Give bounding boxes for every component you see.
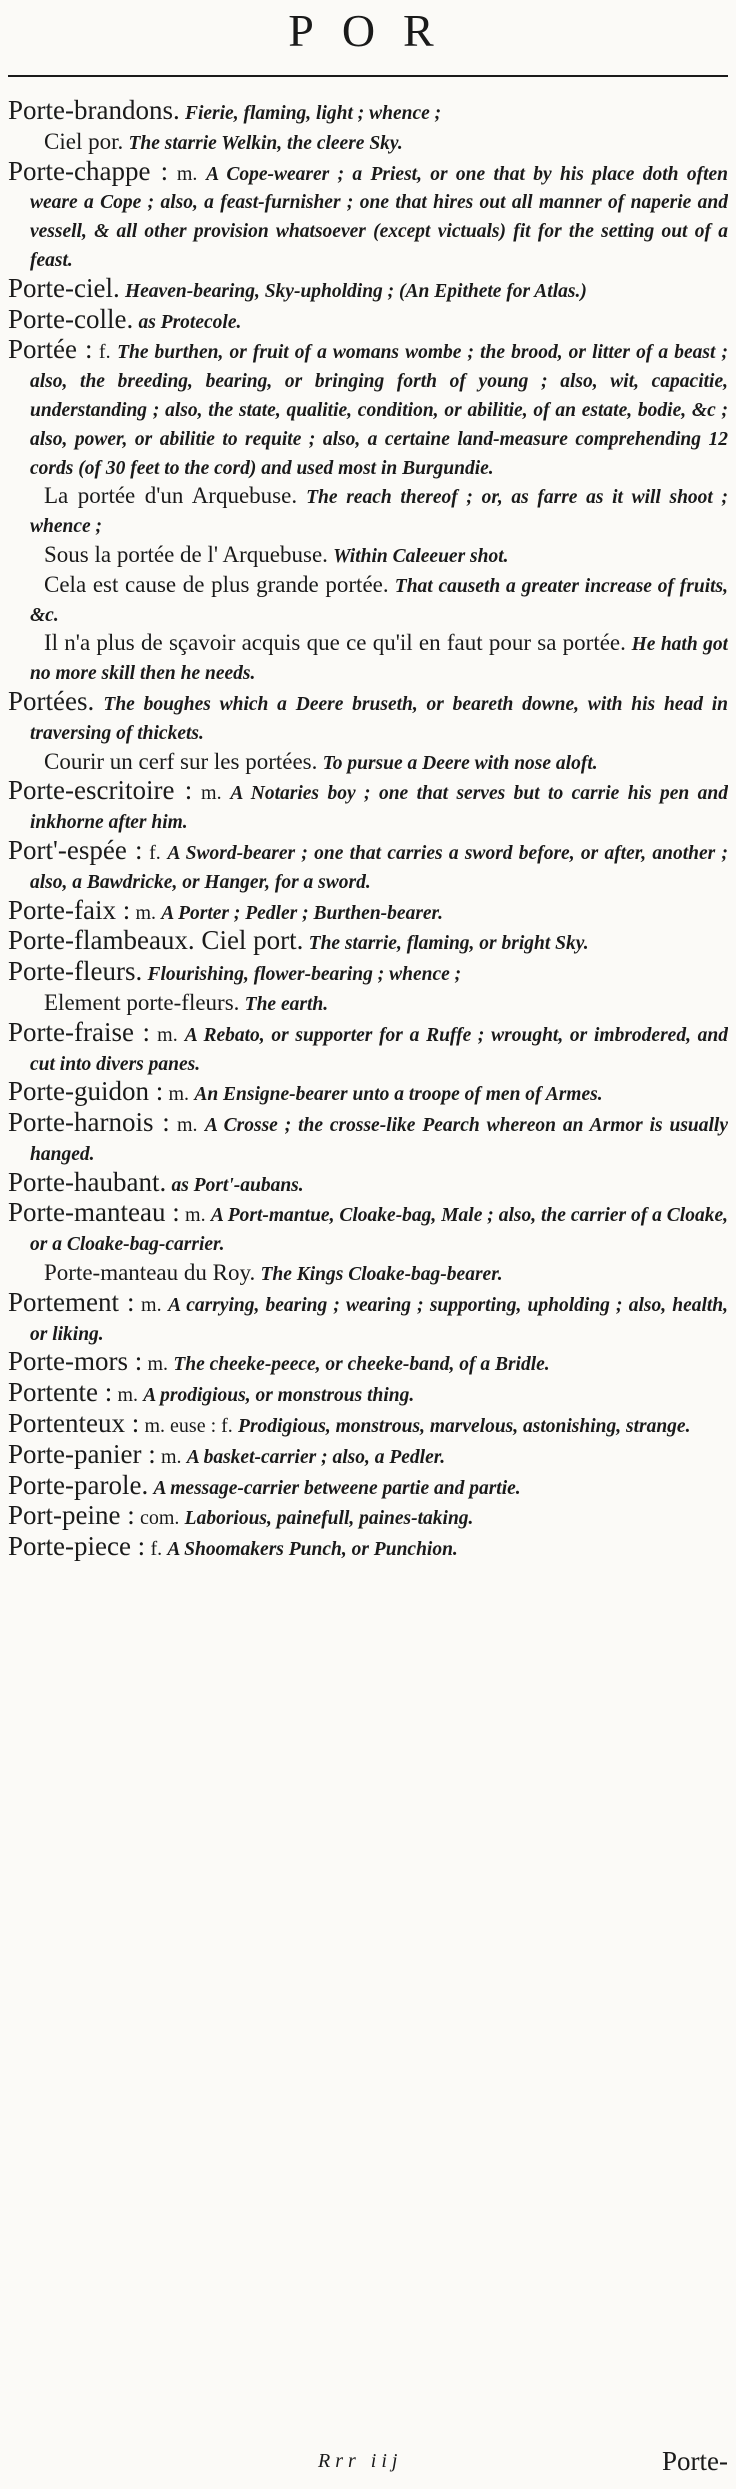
sub-entry bbox=[8, 571, 728, 630]
dictionary-entry bbox=[8, 1379, 728, 1410]
definition: The reach thereof ; or, as farre as it will shoot ; whence ; bbox=[30, 487, 728, 538]
headword: Porte-harnois : bbox=[8, 1107, 170, 1138]
definition: The starrie, flaming, or bright Sky. bbox=[308, 933, 589, 955]
definition: A prodigious, or monstrous thing. bbox=[143, 1385, 415, 1407]
definition: A basket-carrier ; also, a Pedler. bbox=[186, 1446, 446, 1468]
definition: A Sword-bearer ; one that carries a sword before, or after, another ; also, a Bawdricke, or Hanger, for a sword. bbox=[30, 842, 728, 893]
sub-entry bbox=[8, 629, 728, 688]
definition: That causeth a greater increase of fruits, &c. bbox=[30, 575, 728, 626]
grammar-label: f. bbox=[150, 1538, 163, 1561]
definition: The cheeke-peece, or cheeke-band, of a Bridle. bbox=[173, 1354, 550, 1376]
definition: A Shoomakers Punch, or Punchion. bbox=[167, 1539, 458, 1561]
headword: Portement : bbox=[8, 1286, 135, 1317]
dictionary-entry bbox=[8, 1078, 728, 1109]
grammar-label: m. bbox=[201, 782, 222, 805]
dictionary-entry bbox=[8, 1469, 728, 1503]
grammar-label: f. bbox=[98, 341, 111, 364]
definition: Heaven-bearing, Sky-upholding ; (An Epithete for Atlas.) bbox=[124, 280, 587, 302]
definition: A carrying, bearing ; wearing ; supporting, upholding ; also, health, or liking. bbox=[30, 1294, 728, 1345]
headword: Porte-ciel. bbox=[8, 272, 120, 303]
headword: Porte-guidon : bbox=[8, 1076, 164, 1107]
definition: A Cope-wearer ; a Priest, or one that by his place doth often weare a Cope ; also, a feast-furnisher ; one that hires out all manner of naperie and vessell, & all other provision whatsoever (except victuals) fit for the setting out of a feast. bbox=[30, 163, 728, 271]
grammar-label: com. bbox=[139, 1507, 180, 1530]
dictionary-entry bbox=[8, 1533, 728, 1564]
headword: Port'-espée : bbox=[8, 834, 143, 865]
grammar-label: m. bbox=[135, 901, 157, 924]
dictionary-entry bbox=[8, 958, 728, 989]
definition: Flourishing, flower-bearing ; whence ; bbox=[147, 964, 462, 986]
sub-entry bbox=[8, 541, 728, 571]
definition: The starrie Welkin, the cleere Sky. bbox=[128, 132, 403, 154]
definition: Fierie, flaming, light ; whence ; bbox=[184, 103, 442, 124]
headword: Porte-colle. bbox=[8, 303, 134, 334]
headword: Porte-panier : bbox=[8, 1438, 156, 1469]
headword: Porte-parole. bbox=[8, 1469, 149, 1500]
headword: Porte-escritoire : bbox=[8, 775, 193, 806]
headword: Portées. bbox=[8, 685, 95, 716]
dictionary-entry bbox=[8, 155, 728, 275]
dictionary-entry bbox=[8, 97, 728, 128]
grammar-label: m. bbox=[160, 1445, 182, 1468]
dictionary-entry bbox=[8, 1109, 728, 1169]
dictionary-entry bbox=[8, 303, 728, 337]
headword: Il n'a plus de sçavoir acquis que ce qu'il en faut pour sa portée. bbox=[44, 630, 626, 656]
headword: Courir un cerf sur les portées. bbox=[44, 748, 318, 774]
definition: A Port-mantue, Cloake-bag, Male ; also, the carrier of a Cloake, or a Cloake-bag-carrier. bbox=[30, 1205, 728, 1256]
grammar-label: m. bbox=[147, 1353, 169, 1376]
sub-entry bbox=[8, 748, 728, 778]
definition: The burthen, or fruit of a womans wombe ; the brood, or litter of a beast ; also, the breeding, bearing, or bringing forth of young ; also, wit, capacitie, understanding ; also, the state, qualitie, condition, or abilitie, of an estate, bodie, &c ; also, power, or abilitie to requite ; also, a certaine land-measure comprehending 12 cords (of 30 feet to the cord) and used most in Burgundie. bbox=[30, 342, 728, 479]
definition: Prodigious, monstrous, marvelous, astonishing, strange. bbox=[238, 1416, 691, 1438]
definition: The earth. bbox=[244, 993, 329, 1015]
catchword: Porte- bbox=[662, 2446, 728, 2476]
header-rule bbox=[8, 75, 728, 77]
definition: The boughes which a Deere bruseth, or beareth downe, with his head in traversing of thickets. bbox=[30, 693, 728, 744]
dictionary-entry bbox=[8, 1286, 728, 1349]
dictionary-entry bbox=[8, 1438, 728, 1472]
definition: A Crosse ; the crosse-like Pearch whereon an Armor is usually hanged. bbox=[30, 1115, 728, 1165]
definition: Laborious, painefull, paines-taking. bbox=[184, 1508, 474, 1530]
definition: as Protecole. bbox=[138, 311, 242, 333]
definition: A Notaries boy ; one that serves but to carrie his pen and inkhorne after him. bbox=[30, 783, 728, 834]
page-footer bbox=[0, 2446, 736, 2486]
definition: He hath got no more skill then he needs. bbox=[30, 634, 728, 685]
dictionary-entry bbox=[8, 777, 728, 837]
grammar-label: m. bbox=[185, 1204, 206, 1227]
page-title: POR bbox=[288, 5, 462, 56]
dictionary-entry bbox=[8, 336, 728, 482]
headword: Portée : bbox=[8, 334, 93, 365]
dictionary-entry bbox=[8, 1348, 728, 1379]
headword: Porte-faix : bbox=[8, 894, 131, 925]
headword: Porte-manteau : bbox=[8, 1197, 180, 1228]
headword: Portente : bbox=[8, 1377, 113, 1408]
definition: A Porter ; Pedler ; Burthen-bearer. bbox=[161, 902, 443, 924]
sub-entry bbox=[8, 482, 728, 541]
dictionary-entry bbox=[8, 1502, 728, 1533]
headword: Porte-fraise : bbox=[8, 1016, 151, 1047]
headword: Port-peine : bbox=[8, 1500, 135, 1531]
headword: Portenteux : bbox=[8, 1408, 140, 1439]
dictionary-entry bbox=[8, 894, 728, 928]
headword: Porte-chappe : bbox=[8, 155, 169, 186]
definition: as Port'-aubans. bbox=[171, 1174, 304, 1196]
signature-mark: Rrr iij bbox=[318, 2450, 403, 2472]
grammar-label: m. euse : f. bbox=[144, 1415, 233, 1438]
dictionary-entry bbox=[8, 1199, 728, 1259]
dictionary-entry bbox=[8, 685, 728, 748]
dictionary-entry bbox=[8, 927, 728, 958]
headword: Porte-brandons. bbox=[8, 97, 180, 125]
definition: To pursue a Deere with nose aloft. bbox=[322, 752, 598, 774]
grammar-label: m. bbox=[177, 1114, 198, 1137]
headword: Element porte-fleurs. bbox=[44, 989, 240, 1015]
headword: Porte-manteau du Roy. bbox=[44, 1260, 256, 1286]
dictionary-entry bbox=[8, 834, 728, 897]
headword: Cela est cause de plus grande portée. bbox=[44, 571, 389, 597]
sub-entry bbox=[8, 989, 728, 1019]
grammar-label: m. bbox=[168, 1083, 190, 1106]
definition: The Kings Cloake-bag-bearer. bbox=[260, 1264, 503, 1286]
definition: Within Caleeuer shot. bbox=[333, 545, 509, 567]
dictionary-entry bbox=[8, 1410, 728, 1441]
headword: Porte-haubant. bbox=[8, 1166, 167, 1197]
dictionary-entry bbox=[8, 272, 728, 306]
sub-entry bbox=[8, 1259, 728, 1289]
definition: A Rebato, or supporter for a Ruffe ; wrought, or imbrodered, and cut into divers panes. bbox=[30, 1024, 728, 1075]
grammar-label: m. bbox=[117, 1384, 139, 1407]
headword: Sous la portée de l' Arquebuse. bbox=[44, 541, 328, 567]
dictionary-entry bbox=[8, 1016, 728, 1079]
grammar-label: m. bbox=[157, 1023, 178, 1046]
definition: A message-carrier betweene partie and partie. bbox=[153, 1477, 521, 1499]
dictionary-entry bbox=[8, 1166, 728, 1200]
headword: Porte-mors : bbox=[8, 1346, 143, 1377]
headword: Porte-fleurs. bbox=[8, 956, 143, 987]
grammar-label: m. bbox=[141, 1293, 162, 1316]
headword: Ciel por. bbox=[44, 128, 124, 154]
headword: La portée d'un Arquebuse. bbox=[44, 483, 298, 509]
grammar-label: f. bbox=[149, 841, 161, 864]
headword: Porte-flambeaux. Ciel port. bbox=[8, 925, 304, 956]
entry-list bbox=[8, 97, 728, 1564]
sub-entry bbox=[8, 128, 728, 158]
headword: Porte-piece : bbox=[8, 1531, 146, 1562]
definition: An Ensigne-bearer unto a troope of men of Armes. bbox=[194, 1084, 603, 1106]
grammar-label: m. bbox=[176, 162, 198, 185]
